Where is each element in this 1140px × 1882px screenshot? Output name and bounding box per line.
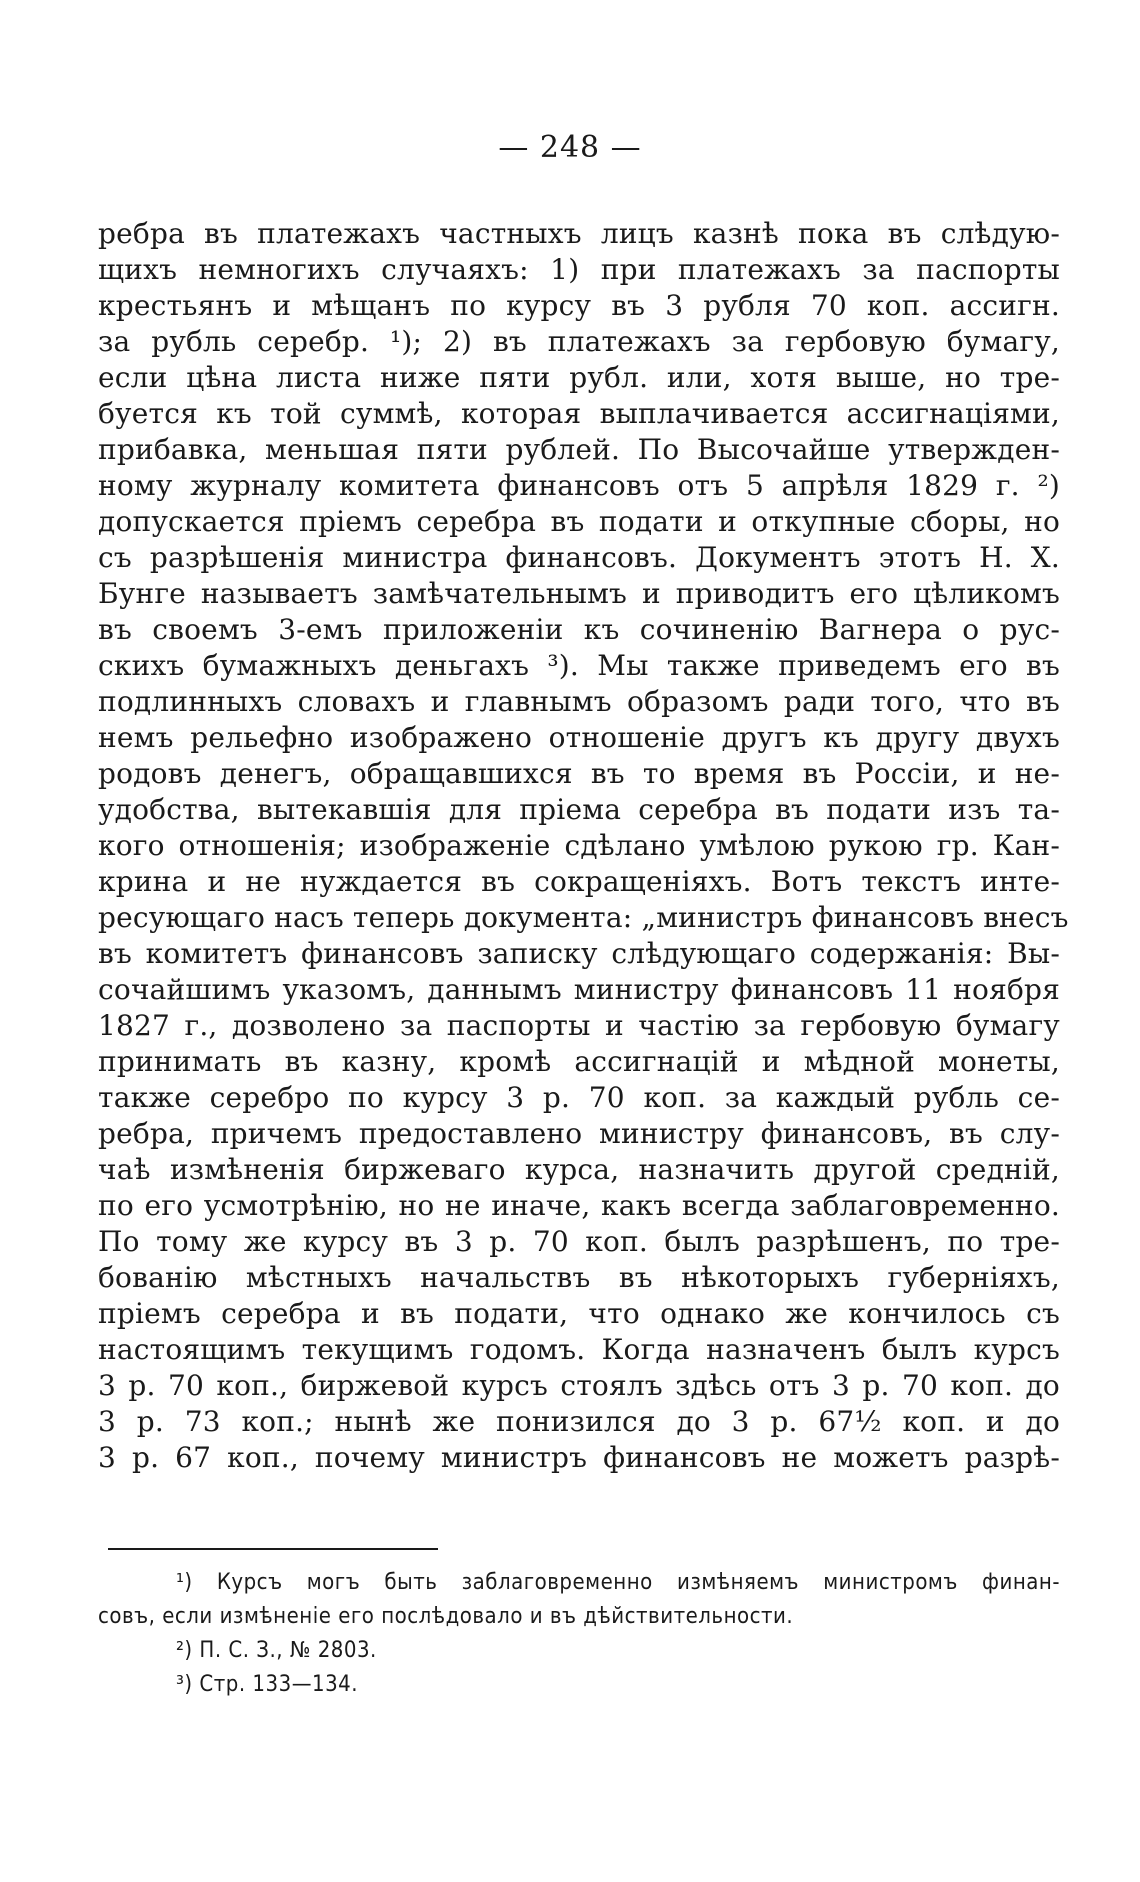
- text-line: удобства, вытекавшія для пріема серебра въ подати изъ та-: [98, 793, 1060, 826]
- text-line: родовъ денегъ, обращавшихся въ то время въ Россіи, и не-: [98, 757, 1060, 790]
- body-text: [98, 216, 1069, 1476]
- text-line: 3 р. 70 коп., биржевой курсъ стоялъ здѣсь отъ 3 р. 70 коп. до: [98, 1369, 1060, 1402]
- text-line: сочайшимъ указомъ, даннымъ министру финансовъ 11 ноября: [98, 973, 1060, 1006]
- text-line: пріемъ серебра и въ подати, что однако же кончилось съ: [98, 1297, 1060, 1330]
- text-line: допускается пріемъ серебра въ подати и откупные сборы, но: [98, 505, 1060, 538]
- text-line: По тому же курсу въ 3 р. 70 коп. былъ разрѣшенъ, по тре-: [98, 1225, 1060, 1258]
- text-line: 1827 г., дозволено за паспорты и частію за гербовую бумагу: [98, 1009, 1060, 1042]
- text-line: буется къ той суммѣ, которая выплачивается ассигнаціями,: [98, 397, 1060, 430]
- text-line: въ своемъ 3-емъ приложеніи къ сочиненію Вагнера о рус-: [98, 613, 1060, 646]
- text-line: ребра въ платежахъ частныхъ лицъ казнѣ пока въ слѣдую-: [98, 217, 1060, 250]
- text-line: Бунге называетъ замѣчательнымъ и приводитъ его цѣликомъ: [98, 577, 1060, 610]
- text-line: ному журналу комитета финансовъ отъ 5 апрѣля 1829 г. ²): [98, 469, 1060, 502]
- text-line: чаѣ измѣненія биржеваго курса, назначить другой средній,: [98, 1153, 1060, 1186]
- footnote-line: ³) Стр. 133—134.: [176, 1672, 359, 1697]
- text-line: крестьянъ и мѣщанъ по курсу въ 3 рубля 70 коп. ассигн.: [98, 289, 1060, 322]
- text-line: скихъ бумажныхъ деньгахъ ³). Мы также приведемъ его въ: [98, 649, 1060, 682]
- text-line: съ разрѣшенія министра финансовъ. Документъ этотъ Н. Х.: [98, 541, 1060, 574]
- footnote-line: совъ, если измѣненіе его послѣдовало и въ дѣйствительности.: [98, 1604, 794, 1629]
- text-line: 3 р. 67 коп., почему министръ финансовъ не можетъ разрѣ-: [98, 1441, 1060, 1474]
- text-line: по его усмотрѣнію, но не иначе, какъ всегда заблаговременно.: [98, 1189, 1060, 1222]
- page-number: — 248 —: [498, 130, 642, 165]
- text-line: также серебро по курсу 3 р. 70 коп. за каждый рубль се-: [98, 1081, 1060, 1114]
- text-line: 3 р. 73 коп.; нынѣ же понизился до 3 р. 67½ коп. и до: [98, 1405, 1060, 1438]
- footnote-line: ²) П. С. З., № 2803.: [176, 1638, 377, 1663]
- text-line: крина и не нуждается въ сокращеніяхъ. Вотъ текстъ инте-: [98, 865, 1060, 898]
- text-line: за рубль серебр. ¹); 2) въ платежахъ за гербовую бумагу,: [98, 325, 1060, 358]
- text-line: кого отношенія; изображеніе сдѣлано умѣлою рукою гр. Кан-: [98, 829, 1060, 862]
- text-line: ресующаго насъ теперь документа: „министръ финансовъ внесъ: [98, 901, 1069, 934]
- text-line: если цѣна листа ниже пяти рубл. или, хотя выше, но тре-: [98, 361, 1060, 394]
- text-line: подлинныхъ словахъ и главнымъ образомъ ради того, что въ: [98, 685, 1060, 718]
- text-line: въ комитетъ финансовъ записку слѣдующаго содержанія: Вы-: [98, 937, 1060, 970]
- text-line: настоящимъ текущимъ годомъ. Когда назначенъ былъ курсъ: [98, 1333, 1060, 1366]
- text-line: щихъ немногихъ случаяхъ: 1) при платежахъ за паспорты: [98, 253, 1060, 286]
- text-line: прибавка, меньшая пяти рублей. По Высочайше утвержден-: [98, 433, 1060, 466]
- footnotes: [98, 1566, 1060, 1702]
- footnote-line: ¹) Курсъ могъ быть заблаговременно измѣняемъ министромъ финан-: [176, 1570, 1060, 1595]
- text-line: ребра, причемъ предоставлено министру финансовъ, въ слу-: [98, 1117, 1060, 1150]
- text-line: бованію мѣстныхъ начальствъ въ нѣкоторыхъ губерніяхъ,: [98, 1261, 1060, 1294]
- text-line: принимать въ казну, кромѣ ассигнацій и мѣдной монеты,: [98, 1045, 1060, 1078]
- text-line: немъ рельефно изображено отношеніе другъ къ другу двухъ: [98, 721, 1060, 754]
- footnote-separator: [108, 1548, 438, 1550]
